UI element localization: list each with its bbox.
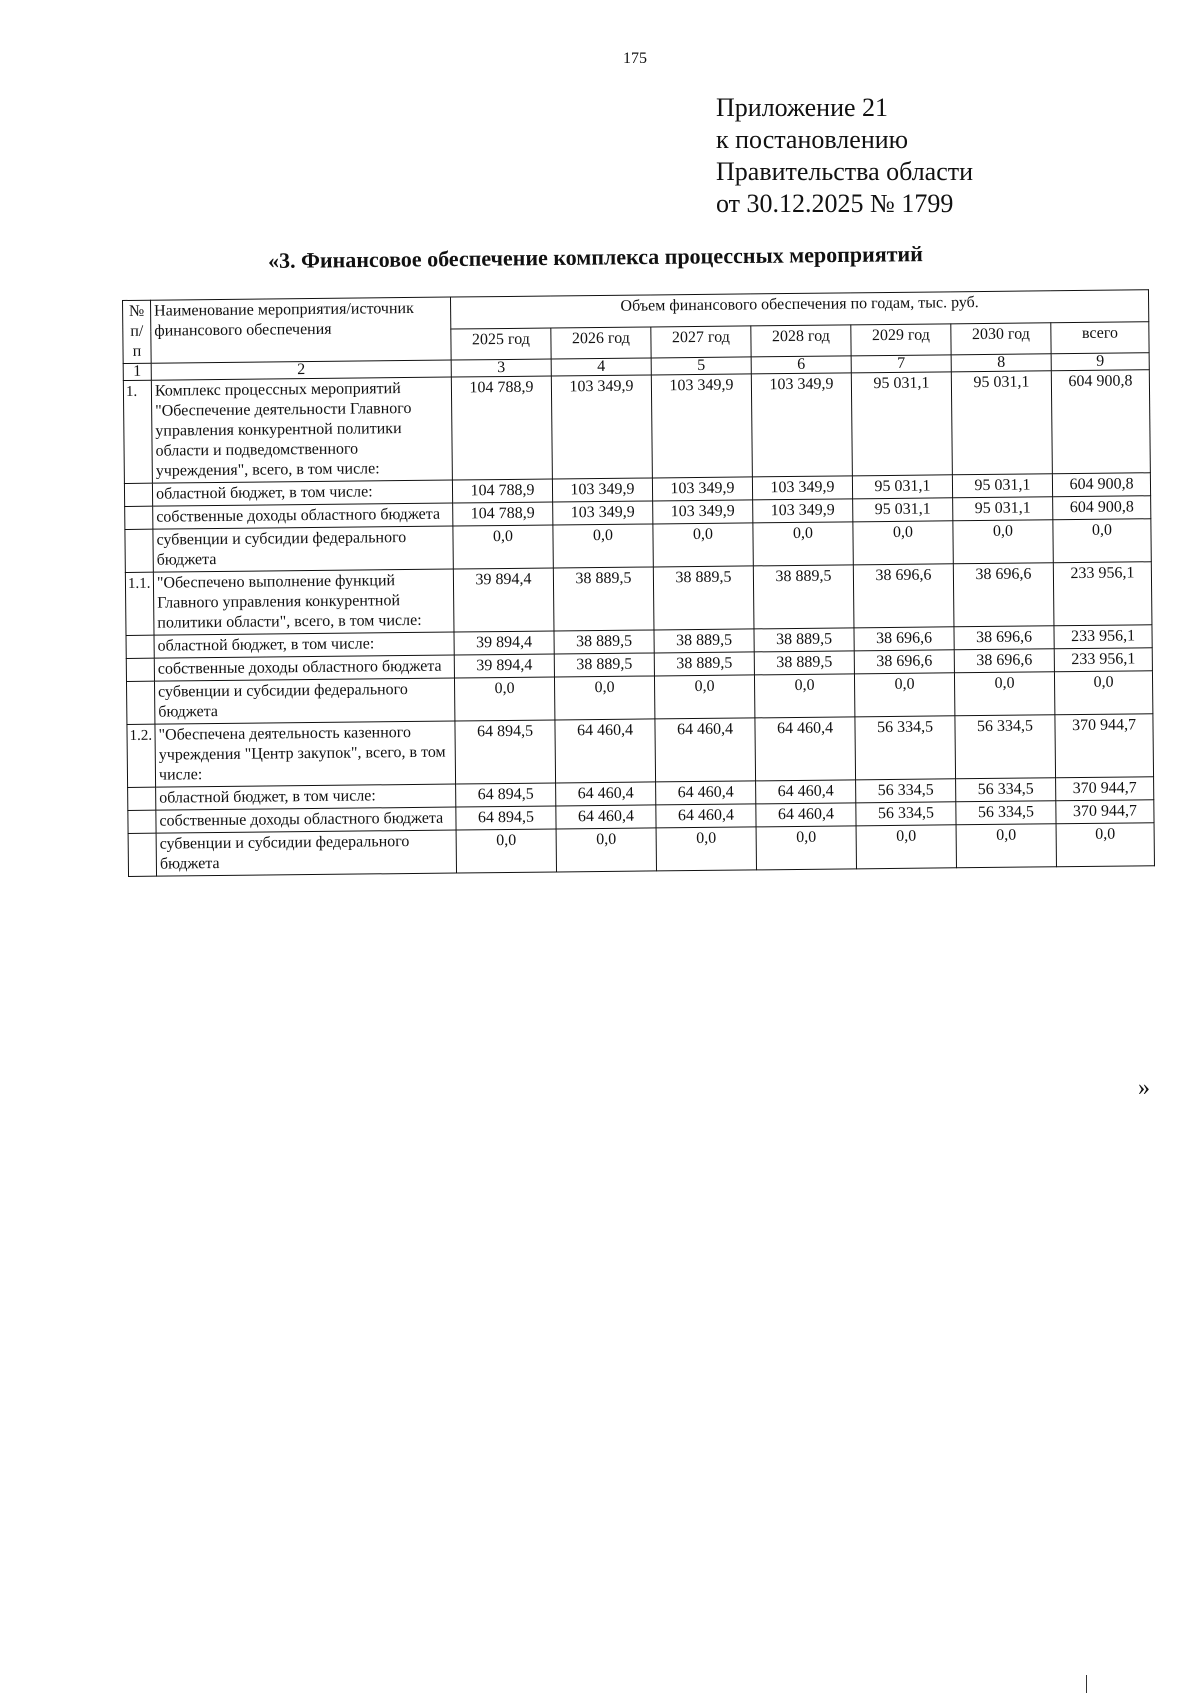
row-total-value: 233 956,1 bbox=[1054, 625, 1152, 649]
row-year-value: 56 334,5 bbox=[856, 779, 956, 803]
row-total-value: 0,0 bbox=[1053, 519, 1152, 563]
row-year-value: 103 349,9 bbox=[751, 373, 852, 477]
row-year-value: 38 889,5 bbox=[654, 652, 754, 676]
row-year-value: 0,0 bbox=[556, 828, 656, 872]
row-number bbox=[124, 483, 152, 506]
row-number bbox=[125, 529, 153, 572]
row-year-value: 38 889,5 bbox=[554, 630, 654, 654]
row-year-value: 95 031,1 bbox=[853, 498, 953, 522]
row-year-value: 38 889,5 bbox=[754, 651, 854, 675]
column-number: 5 bbox=[651, 357, 751, 375]
row-year-value: 0,0 bbox=[853, 521, 953, 565]
row-year-value: 39 894,4 bbox=[454, 631, 554, 655]
appendix-line: Правительства области bbox=[716, 157, 974, 186]
row-year-value: 56 334,5 bbox=[955, 715, 1056, 779]
row-year-value: 64 460,4 bbox=[755, 717, 856, 781]
row-number bbox=[126, 635, 154, 658]
header-year: 2030 год bbox=[951, 322, 1051, 355]
row-year-value: 64 460,4 bbox=[555, 719, 656, 783]
row-total-value: 370 944,7 bbox=[1055, 714, 1154, 778]
appendix-block bbox=[716, 92, 973, 220]
row-year-value: 95 031,1 bbox=[951, 371, 1052, 475]
row-year-value: 0,0 bbox=[656, 827, 756, 871]
column-number: 4 bbox=[551, 358, 651, 376]
row-year-value: 56 334,5 bbox=[856, 802, 956, 826]
row-number bbox=[126, 681, 154, 724]
row-year-value: 38 696,6 bbox=[854, 627, 954, 651]
row-year-value: 56 334,5 bbox=[956, 778, 1056, 802]
row-name: собственные доходы областного бюджета bbox=[156, 807, 456, 833]
row-year-value: 38 696,6 bbox=[853, 564, 954, 628]
row-year-value: 38 889,5 bbox=[753, 565, 854, 629]
row-name: областной бюджет, в том числе: bbox=[152, 480, 452, 506]
row-year-value: 38 889,5 bbox=[554, 653, 654, 677]
row-year-value: 0,0 bbox=[753, 522, 853, 566]
row-year-value: 95 031,1 bbox=[952, 474, 1052, 498]
table-row bbox=[125, 562, 1152, 636]
row-year-value: 0,0 bbox=[856, 825, 956, 869]
row-name: "Обеспечена деятельность казенного учреждения "Центр закупок", всего, в том числе: bbox=[155, 721, 456, 787]
row-total-value: 604 900,8 bbox=[1052, 473, 1150, 497]
row-year-value: 0,0 bbox=[754, 674, 854, 718]
column-number: 7 bbox=[851, 355, 951, 373]
row-year-value: 0,0 bbox=[456, 829, 556, 873]
header-group: Объем финансового обеспечения по годам, тыс. руб. bbox=[450, 290, 1148, 329]
row-year-value: 64 460,4 bbox=[556, 805, 656, 829]
row-year-value: 0,0 bbox=[653, 523, 753, 567]
header-year: 2025 год bbox=[451, 328, 551, 361]
row-name: областной бюджет, в том числе: bbox=[154, 632, 454, 658]
row-name: "Обеспечено выполнение функций Главного управления конкурентной политики области", всего, в том числе: bbox=[153, 569, 454, 635]
row-year-value: 64 460,4 bbox=[756, 803, 856, 827]
closing-quote: » bbox=[1138, 1075, 1150, 1101]
row-year-value: 38 696,6 bbox=[954, 626, 1054, 650]
row-year-value: 0,0 bbox=[654, 675, 754, 719]
row-year-value: 95 031,1 bbox=[953, 497, 1053, 521]
row-year-value: 0,0 bbox=[756, 826, 856, 870]
row-year-value: 103 349,9 bbox=[651, 374, 752, 478]
row-name: собственные доходы областного бюджета bbox=[153, 503, 453, 529]
row-year-value: 38 696,6 bbox=[953, 563, 1054, 627]
row-number bbox=[126, 658, 154, 681]
row-year-value: 39 894,4 bbox=[454, 654, 554, 678]
row-year-value: 64 894,5 bbox=[456, 806, 556, 830]
column-number: 8 bbox=[951, 354, 1051, 372]
row-year-value: 103 349,9 bbox=[551, 375, 652, 479]
row-number bbox=[128, 787, 156, 810]
row-year-value: 0,0 bbox=[956, 824, 1056, 868]
table-row bbox=[127, 714, 1154, 788]
row-year-value: 0,0 bbox=[553, 524, 653, 568]
page-number: 175 bbox=[623, 50, 647, 67]
row-year-value: 0,0 bbox=[554, 676, 654, 720]
header-year: 2026 год bbox=[551, 326, 651, 359]
row-year-value: 103 349,9 bbox=[653, 500, 753, 524]
appendix-line: от 30.12.2025 № 1799 bbox=[716, 189, 954, 218]
row-year-value: 0,0 bbox=[954, 672, 1054, 716]
row-year-value: 64 894,5 bbox=[455, 720, 556, 784]
row-name: субвенции и субсидии федерального бюджета bbox=[154, 678, 454, 724]
row-year-value: 39 894,4 bbox=[453, 568, 554, 632]
row-year-value: 0,0 bbox=[953, 520, 1053, 564]
row-number: 1.2. bbox=[127, 724, 156, 787]
header-year: 2027 год bbox=[651, 325, 751, 358]
row-year-value: 64 460,4 bbox=[556, 782, 656, 806]
appendix-line: Приложение 21 bbox=[716, 93, 889, 122]
row-number bbox=[128, 833, 156, 876]
row-total-value: 370 944,7 bbox=[1056, 777, 1154, 801]
row-total-value: 0,0 bbox=[1056, 823, 1155, 867]
row-year-value: 104 788,9 bbox=[451, 376, 552, 480]
row-year-value: 64 894,5 bbox=[456, 783, 556, 807]
row-number: 1. bbox=[123, 380, 152, 483]
row-number bbox=[125, 506, 153, 529]
scan-mark bbox=[1086, 1675, 1087, 1693]
row-name: собственные доходы областного бюджета bbox=[154, 655, 454, 681]
row-name: субвенции и субсидии федерального бюджета bbox=[156, 830, 456, 876]
row-year-value: 104 788,9 bbox=[453, 502, 553, 526]
header-year: 2029 год bbox=[851, 323, 951, 356]
row-year-value: 95 031,1 bbox=[851, 372, 952, 476]
row-year-value: 64 460,4 bbox=[756, 780, 856, 804]
row-total-value: 370 944,7 bbox=[1056, 800, 1154, 824]
column-number: 9 bbox=[1051, 353, 1149, 371]
column-number: 6 bbox=[751, 356, 851, 374]
row-year-value: 0,0 bbox=[454, 677, 554, 721]
row-total-value: 233 956,1 bbox=[1053, 562, 1152, 626]
row-year-value: 103 349,9 bbox=[753, 499, 853, 523]
row-year-value: 64 460,4 bbox=[656, 781, 756, 805]
header-name: Наименование мероприятия/источник финансового обеспечения bbox=[151, 297, 452, 363]
header-number: № п/п bbox=[123, 300, 152, 363]
row-year-value: 38 889,5 bbox=[553, 567, 654, 631]
row-year-value: 103 349,9 bbox=[552, 478, 652, 502]
row-year-value: 0,0 bbox=[453, 525, 553, 569]
appendix-line: к постановлению bbox=[716, 125, 909, 154]
row-year-value: 38 696,6 bbox=[954, 649, 1054, 673]
row-year-value: 64 460,4 bbox=[656, 804, 756, 828]
row-total-value: 233 956,1 bbox=[1054, 648, 1152, 672]
row-year-value: 38 889,5 bbox=[654, 629, 754, 653]
row-year-value: 38 889,5 bbox=[754, 628, 854, 652]
row-year-value: 104 788,9 bbox=[452, 479, 552, 503]
row-year-value: 64 460,4 bbox=[655, 718, 756, 782]
row-year-value: 0,0 bbox=[854, 673, 954, 717]
column-number: 1 bbox=[123, 363, 151, 380]
row-year-value: 103 349,9 bbox=[652, 477, 752, 501]
header-year: 2028 год bbox=[751, 324, 851, 357]
table-body bbox=[123, 370, 1154, 877]
header-total: всего bbox=[1051, 321, 1149, 354]
table-row bbox=[123, 370, 1150, 484]
row-total-value: 0,0 bbox=[1054, 671, 1153, 715]
row-year-value: 38 889,5 bbox=[653, 566, 754, 630]
row-year-value: 103 349,9 bbox=[553, 501, 653, 525]
row-name: Комплекс процессных мероприятий "Обеспечение деятельности Главного управления конкурентной политики области и подведомственного учреждения", всего, в том числе: bbox=[151, 377, 452, 483]
financing-table bbox=[122, 289, 1155, 877]
column-number: 2 bbox=[151, 360, 451, 380]
row-name: областной бюджет, в том числе: bbox=[156, 784, 456, 810]
row-year-value: 103 349,9 bbox=[752, 476, 852, 500]
section-title: «3. Финансовое обеспечение комплекса процессных мероприятий bbox=[267, 241, 923, 273]
row-number: 1.1. bbox=[125, 572, 154, 635]
row-total-value: 604 900,8 bbox=[1053, 496, 1151, 520]
row-name: субвенции и субсидии федерального бюджета bbox=[153, 526, 453, 572]
row-year-value: 38 696,6 bbox=[854, 650, 954, 674]
row-year-value: 56 334,5 bbox=[855, 716, 956, 780]
column-number: 3 bbox=[451, 359, 551, 377]
row-year-value: 56 334,5 bbox=[956, 801, 1056, 825]
row-total-value: 604 900,8 bbox=[1051, 370, 1150, 474]
row-number bbox=[128, 810, 156, 833]
row-year-value: 95 031,1 bbox=[852, 475, 952, 499]
financing-table-wrapper bbox=[122, 289, 1154, 877]
